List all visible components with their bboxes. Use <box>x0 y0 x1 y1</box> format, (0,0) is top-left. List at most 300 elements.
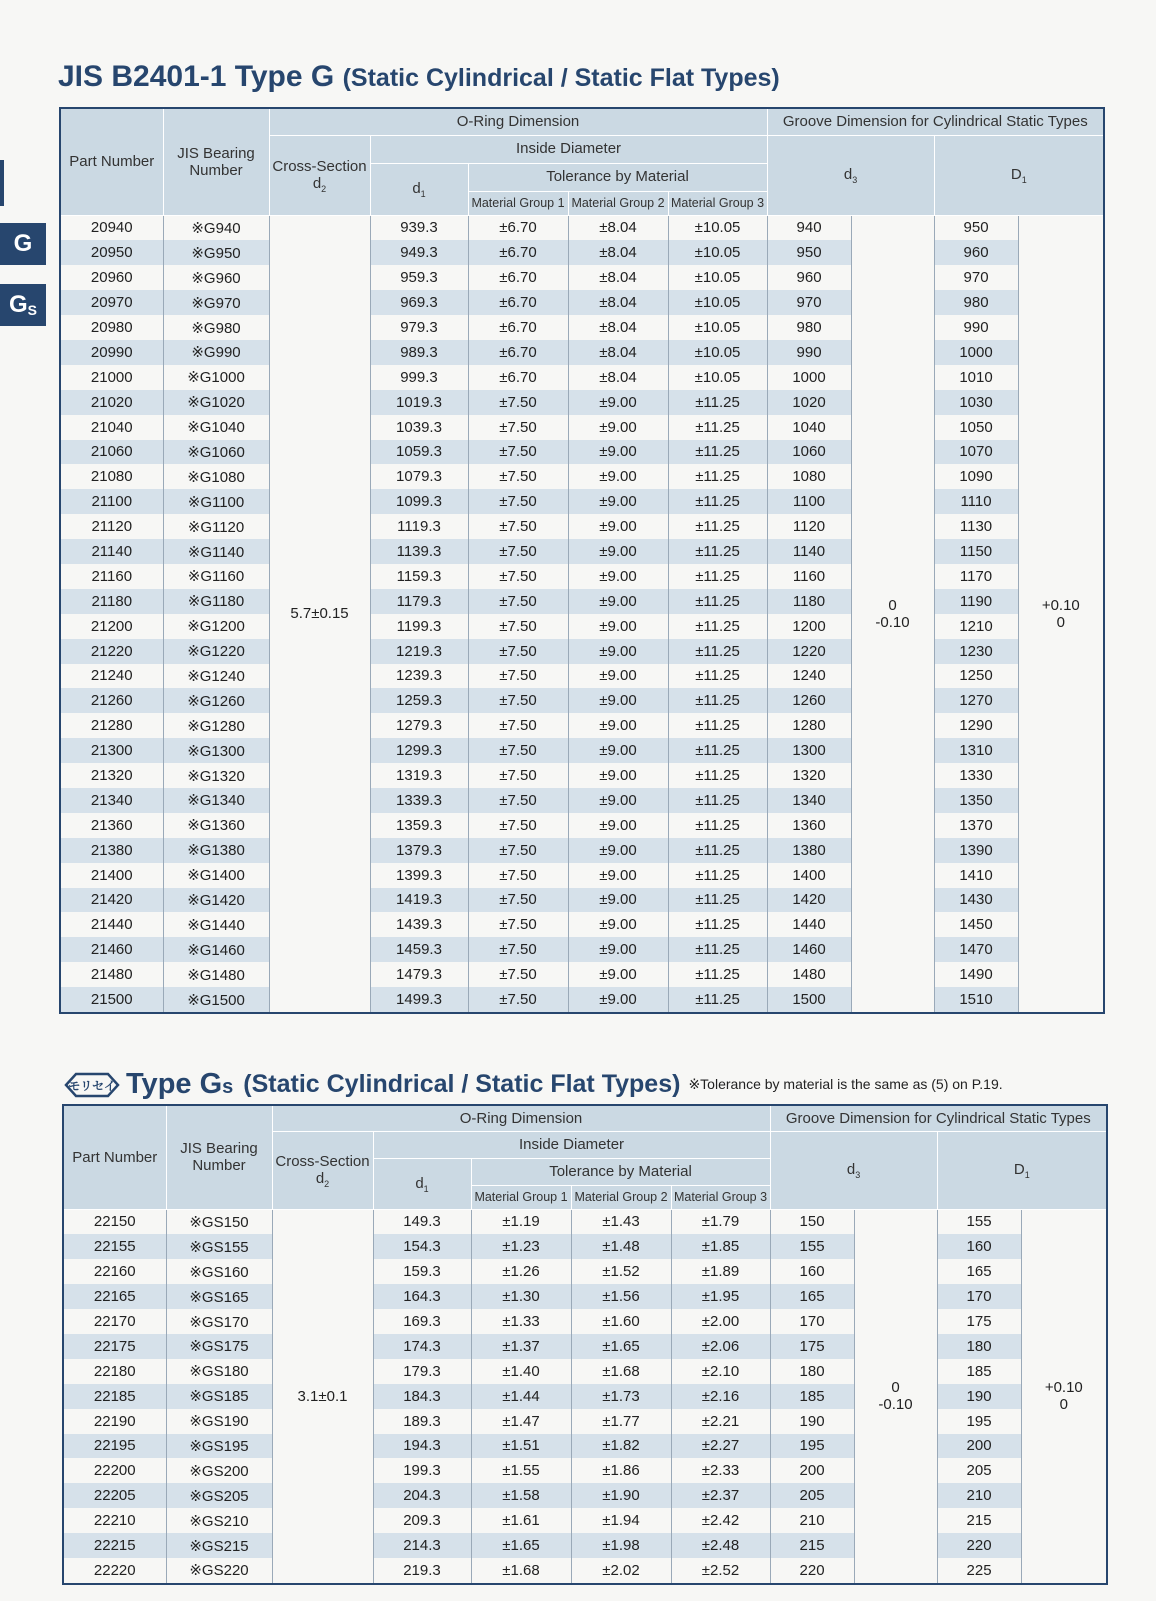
mg1-tolerance-cell: ±1.68 <box>471 1558 571 1584</box>
D1-cell: 1450 <box>934 912 1018 937</box>
jis-bearing-cell: ※GS200 <box>166 1458 272 1483</box>
mg1-tolerance-cell: ±1.33 <box>471 1309 571 1334</box>
table-row <box>60 464 1104 489</box>
header-d3 <box>767 135 934 215</box>
mg1-tolerance-cell: ±1.26 <box>471 1259 571 1284</box>
table-row <box>63 1508 1107 1533</box>
type-gs-table-body <box>63 1209 1107 1584</box>
section-gs-title-main <box>126 1068 233 1101</box>
D1-tol-upper: +0.10 <box>1044 1379 1083 1397</box>
mg2-tolerance-cell: ±8.04 <box>568 265 668 290</box>
d1-cell: 1199.3 <box>370 614 468 639</box>
mg3-tolerance-cell: ±10.05 <box>668 265 767 290</box>
table-row <box>63 1458 1107 1483</box>
mg1-tolerance-cell: ±7.50 <box>468 589 568 614</box>
header-groove-dimension: Groove Dimension for Cylindrical Static Types <box>767 108 1104 135</box>
table-row <box>60 390 1104 415</box>
header-tolerance: Tolerance by Material <box>468 163 767 191</box>
table-row <box>60 962 1104 987</box>
mg2-tolerance-cell: ±1.60 <box>571 1309 671 1334</box>
mg3-tolerance-cell: ±1.79 <box>671 1209 770 1234</box>
d1-cell: 1119.3 <box>370 514 468 539</box>
part-number-cell: 21120 <box>60 514 163 539</box>
jis-bearing-cell: ※GS180 <box>166 1359 272 1384</box>
mg1-tolerance-cell: ±1.55 <box>471 1458 571 1483</box>
table-row <box>60 863 1104 888</box>
mg1-tolerance-cell: ±7.50 <box>468 888 568 913</box>
table-row <box>60 440 1104 465</box>
jis-bearing-cell: ※GS160 <box>166 1259 272 1284</box>
mg2-tolerance-cell: ±9.00 <box>568 564 668 589</box>
d1-cell: 1299.3 <box>370 738 468 763</box>
mg3-tolerance-cell: ±11.25 <box>668 514 767 539</box>
header-D1-label: D <box>1010 166 1022 184</box>
mg1-tolerance-cell: ±1.37 <box>471 1334 571 1359</box>
D1-cell: 1330 <box>934 763 1018 788</box>
mg2-tolerance-cell: ±8.04 <box>568 240 668 265</box>
mg3-tolerance-cell: ±2.00 <box>671 1309 770 1334</box>
d3-tol-upper: 0 <box>888 596 897 614</box>
table-row <box>63 1209 1107 1234</box>
part-number-cell: 21460 <box>60 937 163 962</box>
d3-cell: 1240 <box>767 664 851 689</box>
jis-bearing-cell: ※G980 <box>163 315 269 340</box>
part-number-cell: 21200 <box>60 614 163 639</box>
mg2-tolerance-cell: ±9.00 <box>568 415 668 440</box>
D1-cell: 155 <box>937 1209 1021 1234</box>
d3-cell: 970 <box>767 290 851 315</box>
gs-header-d1-sub: 1 <box>423 1183 429 1194</box>
d3-cell: 215 <box>770 1533 854 1558</box>
d1-cell: 1479.3 <box>370 962 468 987</box>
header-d3-sub: 3 <box>852 175 858 186</box>
mg3-tolerance-cell: ±11.25 <box>668 962 767 987</box>
table-row <box>60 937 1104 962</box>
part-number-cell: 22220 <box>63 1558 166 1584</box>
d3-cell: 1380 <box>767 838 851 863</box>
table-row <box>60 614 1104 639</box>
part-number-cell: 21340 <box>60 788 163 813</box>
header-oring-dimension: O-Ring Dimension <box>269 108 767 135</box>
d1-cell: 174.3 <box>373 1334 471 1359</box>
gs-header-cross-section-label: Cross-Section <box>275 1152 370 1170</box>
mg3-tolerance-cell: ±2.27 <box>671 1434 770 1459</box>
mg2-tolerance-cell: ±9.00 <box>568 390 668 415</box>
d1-cell: 959.3 <box>370 265 468 290</box>
mg1-tolerance-cell: ±7.50 <box>468 863 568 888</box>
jis-bearing-cell: ※G1240 <box>163 664 269 689</box>
D1-tol-upper: +0.10 <box>1041 596 1080 614</box>
mg1-tolerance-cell: ±1.30 <box>471 1284 571 1309</box>
mg1-tolerance-cell: ±7.50 <box>468 838 568 863</box>
table-row <box>60 365 1104 390</box>
header-D1-sub: 1 <box>1021 175 1027 186</box>
part-number-cell: 21280 <box>60 713 163 738</box>
mg2-tolerance-cell: ±9.00 <box>568 514 668 539</box>
d1-cell: 159.3 <box>373 1259 471 1284</box>
gs-header-mg3: Material Group 3 <box>671 1185 770 1209</box>
gs-header-D1 <box>937 1131 1107 1209</box>
gs-header-inside-diameter: Inside Diameter <box>373 1131 770 1158</box>
d3-cell: 1460 <box>767 937 851 962</box>
d1-cell: 169.3 <box>373 1309 471 1334</box>
mg1-tolerance-cell: ±7.50 <box>468 813 568 838</box>
D1-cell: 185 <box>937 1359 1021 1384</box>
mg3-tolerance-cell: ±2.06 <box>671 1334 770 1359</box>
mg2-tolerance-cell: ±9.00 <box>568 614 668 639</box>
side-tab-gs[interactable] <box>0 284 46 326</box>
part-number-cell: 22195 <box>63 1434 166 1459</box>
d1-cell: 1139.3 <box>370 539 468 564</box>
mg3-tolerance-cell: ±11.25 <box>668 838 767 863</box>
mg1-tolerance-cell: ±7.50 <box>468 464 568 489</box>
mg1-tolerance-cell: ±1.51 <box>471 1434 571 1459</box>
part-number-cell: 21000 <box>60 365 163 390</box>
jis-bearing-cell: ※G1200 <box>163 614 269 639</box>
d1-cell: 1039.3 <box>370 415 468 440</box>
d3-cell: 1200 <box>767 614 851 639</box>
side-tab-g[interactable] <box>0 223 46 265</box>
d3-tol-lower: -0.10 <box>878 1396 913 1414</box>
jis-bearing-cell: ※G990 <box>163 340 269 365</box>
header-d2: d <box>312 175 322 192</box>
d1-cell: 199.3 <box>373 1458 471 1483</box>
mg3-tolerance-cell: ±11.25 <box>668 464 767 489</box>
part-number-cell: 21060 <box>60 440 163 465</box>
d1-cell: 1019.3 <box>370 390 468 415</box>
mg1-tolerance-cell: ±7.50 <box>468 937 568 962</box>
mg1-tolerance-cell: ±7.50 <box>468 639 568 664</box>
d3-cell: 1220 <box>767 639 851 664</box>
part-number-cell: 21420 <box>60 888 163 913</box>
D1-cell: 1270 <box>934 688 1018 713</box>
part-number-cell: 20960 <box>60 265 163 290</box>
mg3-tolerance-cell: ±10.05 <box>668 365 767 390</box>
side-tab-gs-label: G <box>8 291 28 318</box>
mg3-tolerance-cell: ±11.25 <box>668 937 767 962</box>
part-number-cell: 21020 <box>60 390 163 415</box>
header-mg3: Material Group 3 <box>668 191 767 215</box>
mg1-tolerance-cell: ±7.50 <box>468 688 568 713</box>
mg2-tolerance-cell: ±9.00 <box>568 962 668 987</box>
header-part-number: Part Number <box>60 108 163 215</box>
mg1-tolerance-cell: ±7.50 <box>468 440 568 465</box>
D1-cell: 1510 <box>934 987 1018 1013</box>
D1-cell: 1170 <box>934 564 1018 589</box>
table-row <box>63 1359 1107 1384</box>
d1-cell: 1179.3 <box>370 589 468 614</box>
cross-section-cell: 5.7±0.15 <box>269 215 370 1013</box>
mg1-tolerance-cell: ±1.65 <box>471 1533 571 1558</box>
mg3-tolerance-cell: ±11.25 <box>668 564 767 589</box>
gs-header-d2: d <box>315 1170 325 1187</box>
section-gs-subtitle: (Static Cylindrical / Static Flat Types) <box>243 1070 681 1098</box>
D1-cell: 1290 <box>934 713 1018 738</box>
mg1-tolerance-cell: ±1.19 <box>471 1209 571 1234</box>
jis-bearing-cell: ※G1120 <box>163 514 269 539</box>
gs-header-tolerance: Tolerance by Material <box>471 1158 770 1185</box>
d3-cell: 165 <box>770 1284 854 1309</box>
jis-bearing-cell: ※G1480 <box>163 962 269 987</box>
table-row <box>60 240 1104 265</box>
part-number-cell: 21380 <box>60 838 163 863</box>
jis-bearing-cell: ※GS205 <box>166 1483 272 1508</box>
gs-header-mg2: Material Group 2 <box>571 1185 671 1209</box>
jis-bearing-cell: ※G1020 <box>163 390 269 415</box>
d1-cell: 1399.3 <box>370 863 468 888</box>
mg1-tolerance-cell: ±6.70 <box>468 315 568 340</box>
jis-bearing-cell: ※G1440 <box>163 912 269 937</box>
D1-cell: 1490 <box>934 962 1018 987</box>
mg3-tolerance-cell: ±10.05 <box>668 215 767 240</box>
d3-cell: 1400 <box>767 863 851 888</box>
mg3-tolerance-cell: ±11.25 <box>668 539 767 564</box>
mg1-tolerance-cell: ±7.50 <box>468 713 568 738</box>
mg2-tolerance-cell: ±1.94 <box>571 1508 671 1533</box>
table-row <box>60 813 1104 838</box>
d1-cell: 1359.3 <box>370 813 468 838</box>
table-row <box>60 987 1104 1013</box>
D1-cell: 1000 <box>934 340 1018 365</box>
part-number-cell: 21500 <box>60 987 163 1013</box>
moriset-logo-text: モリセイ <box>68 1078 116 1093</box>
side-index-bar <box>0 160 4 206</box>
mg1-tolerance-cell: ±7.50 <box>468 614 568 639</box>
d1-cell: 209.3 <box>373 1508 471 1533</box>
d3-cell: 1360 <box>767 813 851 838</box>
D1-cell: 970 <box>934 265 1018 290</box>
table-row <box>60 838 1104 863</box>
jis-bearing-cell: ※G1100 <box>163 489 269 514</box>
d3-cell: 1000 <box>767 365 851 390</box>
jis-bearing-cell: ※G1400 <box>163 863 269 888</box>
mg2-tolerance-cell: ±9.00 <box>568 838 668 863</box>
D1-cell: 1310 <box>934 738 1018 763</box>
d3-cell: 1160 <box>767 564 851 589</box>
part-number-cell: 22200 <box>63 1458 166 1483</box>
part-number-cell: 21140 <box>60 539 163 564</box>
gs-header-jis-bearing: JIS Bearing Number <box>166 1105 272 1209</box>
section-gs-title-s: s <box>222 1076 234 1098</box>
D1-cell: 960 <box>934 240 1018 265</box>
d1-cell: 1259.3 <box>370 688 468 713</box>
table-row <box>60 788 1104 813</box>
mg1-tolerance-cell: ±6.70 <box>468 265 568 290</box>
d3-cell: 1480 <box>767 962 851 987</box>
mg2-tolerance-cell: ±2.02 <box>571 1558 671 1584</box>
part-number-cell: 21100 <box>60 489 163 514</box>
mg2-tolerance-cell: ±9.00 <box>568 912 668 937</box>
table-row <box>60 738 1104 763</box>
section-g-subtitle: (Static Cylindrical / Static Flat Types) <box>342 64 780 92</box>
D1-cell: 1130 <box>934 514 1018 539</box>
mg3-tolerance-cell: ±2.52 <box>671 1558 770 1584</box>
gs-header-groove-dimension: Groove Dimension for Cylindrical Static Types <box>770 1105 1107 1131</box>
mg3-tolerance-cell: ±11.25 <box>668 912 767 937</box>
d3-cell: 155 <box>770 1234 854 1259</box>
jis-bearing-cell: ※GS215 <box>166 1533 272 1558</box>
D1-cell: 950 <box>934 215 1018 240</box>
d3-cell: 980 <box>767 315 851 340</box>
mg1-tolerance-cell: ±1.47 <box>471 1409 571 1434</box>
part-number-cell: 22185 <box>63 1384 166 1409</box>
D1-cell: 1110 <box>934 489 1018 514</box>
d1-cell: 164.3 <box>373 1284 471 1309</box>
D1-cell: 160 <box>937 1234 1021 1259</box>
mg2-tolerance-cell: ±1.56 <box>571 1284 671 1309</box>
table-row <box>63 1558 1107 1584</box>
jis-bearing-cell: ※G1060 <box>163 440 269 465</box>
mg3-tolerance-cell: ±11.25 <box>668 489 767 514</box>
header-inside-diameter: Inside Diameter <box>370 135 767 163</box>
mg2-tolerance-cell: ±9.00 <box>568 713 668 738</box>
mg3-tolerance-cell: ±2.10 <box>671 1359 770 1384</box>
gs-header-d1 <box>373 1158 471 1209</box>
gs-header-D1-sub: 1 <box>1024 1170 1030 1181</box>
mg1-tolerance-cell: ±7.50 <box>468 788 568 813</box>
mg1-tolerance-cell: ±7.50 <box>468 539 568 564</box>
header-d3-label: d <box>843 166 853 184</box>
part-number-cell: 22210 <box>63 1508 166 1533</box>
d3-cell: 1440 <box>767 912 851 937</box>
D1-cell: 220 <box>937 1533 1021 1558</box>
mg3-tolerance-cell: ±11.25 <box>668 440 767 465</box>
mg2-tolerance-cell: ±8.04 <box>568 290 668 315</box>
d3-cell: 1280 <box>767 713 851 738</box>
d3-cell: 1060 <box>767 440 851 465</box>
table-row <box>60 489 1104 514</box>
d3-cell: 220 <box>770 1558 854 1584</box>
mg2-tolerance-cell: ±1.77 <box>571 1409 671 1434</box>
d3-cell: 190 <box>770 1409 854 1434</box>
jis-bearing-cell: ※G1160 <box>163 564 269 589</box>
D1-cell: 1150 <box>934 539 1018 564</box>
mg3-tolerance-cell: ±2.37 <box>671 1483 770 1508</box>
table-row <box>60 912 1104 937</box>
mg2-tolerance-cell: ±1.82 <box>571 1434 671 1459</box>
jis-bearing-cell: ※G1140 <box>163 539 269 564</box>
d3-cell: 205 <box>770 1483 854 1508</box>
gs-header-d3-sub: 3 <box>855 1170 861 1181</box>
mg1-tolerance-cell: ±7.50 <box>468 962 568 987</box>
section-g-title <box>58 60 780 94</box>
gs-header-cross-section <box>272 1131 373 1209</box>
table-row <box>63 1384 1107 1409</box>
part-number-cell: 22155 <box>63 1234 166 1259</box>
header-mg1: Material Group 1 <box>468 191 568 215</box>
D1-cell: 215 <box>937 1508 1021 1533</box>
mg3-tolerance-cell: ±11.25 <box>668 888 767 913</box>
D1-cell: 1190 <box>934 589 1018 614</box>
mg1-tolerance-cell: ±7.50 <box>468 987 568 1013</box>
d3-cell: 1320 <box>767 763 851 788</box>
d1-cell: 1319.3 <box>370 763 468 788</box>
part-number-cell: 22190 <box>63 1409 166 1434</box>
mg1-tolerance-cell: ±1.61 <box>471 1508 571 1533</box>
D1-cell: 170 <box>937 1284 1021 1309</box>
mg3-tolerance-cell: ±2.21 <box>671 1409 770 1434</box>
mg2-tolerance-cell: ±9.00 <box>568 440 668 465</box>
part-number-cell: 20950 <box>60 240 163 265</box>
d1-cell: 149.3 <box>373 1209 471 1234</box>
d3-cell: 1180 <box>767 589 851 614</box>
d1-cell: 219.3 <box>373 1558 471 1584</box>
D1-tolerance-cell <box>1018 215 1104 1013</box>
D1-tol-lower: 0 <box>1059 1396 1068 1414</box>
mg2-tolerance-cell: ±9.00 <box>568 464 668 489</box>
mg2-tolerance-cell: ±9.00 <box>568 788 668 813</box>
jis-bearing-cell: ※G1080 <box>163 464 269 489</box>
table-row <box>63 1309 1107 1334</box>
d1-cell: 989.3 <box>370 340 468 365</box>
D1-cell: 1250 <box>934 664 1018 689</box>
mg3-tolerance-cell: ±2.33 <box>671 1458 770 1483</box>
section-gs-title-text: Type G <box>126 1068 223 1100</box>
d1-cell: 969.3 <box>370 290 468 315</box>
d1-cell: 194.3 <box>373 1434 471 1459</box>
part-number-cell: 22170 <box>63 1309 166 1334</box>
gs-header-d2-sub: 2 <box>324 1179 330 1189</box>
d3-tolerance-cell <box>851 215 934 1013</box>
gs-header-part-number: Part Number <box>63 1105 166 1209</box>
part-number-cell: 22160 <box>63 1259 166 1284</box>
mg1-tolerance-cell: ±1.40 <box>471 1359 571 1384</box>
part-number-cell: 21180 <box>60 589 163 614</box>
jis-bearing-cell: ※G1260 <box>163 688 269 713</box>
d3-cell: 1420 <box>767 888 851 913</box>
mg1-tolerance-cell: ±1.44 <box>471 1384 571 1409</box>
table-row <box>60 415 1104 440</box>
part-number-cell: 21160 <box>60 564 163 589</box>
part-number-cell: 21440 <box>60 912 163 937</box>
D1-cell: 980 <box>934 290 1018 315</box>
mg2-tolerance-cell: ±1.90 <box>571 1483 671 1508</box>
table-row <box>63 1483 1107 1508</box>
header-d2-sub: 2 <box>321 184 327 194</box>
D1-tol-lower: 0 <box>1056 613 1065 631</box>
jis-bearing-cell: ※GS150 <box>166 1209 272 1234</box>
table-row <box>60 340 1104 365</box>
mg2-tolerance-cell: ±1.65 <box>571 1334 671 1359</box>
jis-bearing-cell: ※G940 <box>163 215 269 240</box>
table-row <box>60 290 1104 315</box>
jis-bearing-cell: ※G1420 <box>163 888 269 913</box>
d3-tol-lower: -0.10 <box>875 613 910 631</box>
mg1-tolerance-cell: ±1.23 <box>471 1234 571 1259</box>
d1-cell: 979.3 <box>370 315 468 340</box>
table-row <box>63 1434 1107 1459</box>
gs-header-D1-label: D <box>1013 1161 1025 1179</box>
D1-cell: 1210 <box>934 614 1018 639</box>
mg2-tolerance-cell: ±9.00 <box>568 639 668 664</box>
D1-cell: 1430 <box>934 888 1018 913</box>
d3-cell: 1040 <box>767 415 851 440</box>
type-gs-table <box>62 1104 1108 1585</box>
jis-bearing-cell: ※G1220 <box>163 639 269 664</box>
d1-cell: 999.3 <box>370 365 468 390</box>
part-number-cell: 22150 <box>63 1209 166 1234</box>
part-number-cell: 22175 <box>63 1334 166 1359</box>
table-row <box>63 1234 1107 1259</box>
mg3-tolerance-cell: ±2.48 <box>671 1533 770 1558</box>
header-cross-section <box>269 135 370 215</box>
table-row <box>60 763 1104 788</box>
mg2-tolerance-cell: ±9.00 <box>568 937 668 962</box>
jis-bearing-cell: ※G1340 <box>163 788 269 813</box>
D1-cell: 1090 <box>934 464 1018 489</box>
mg3-tolerance-cell: ±11.25 <box>668 688 767 713</box>
d3-cell: 960 <box>767 265 851 290</box>
